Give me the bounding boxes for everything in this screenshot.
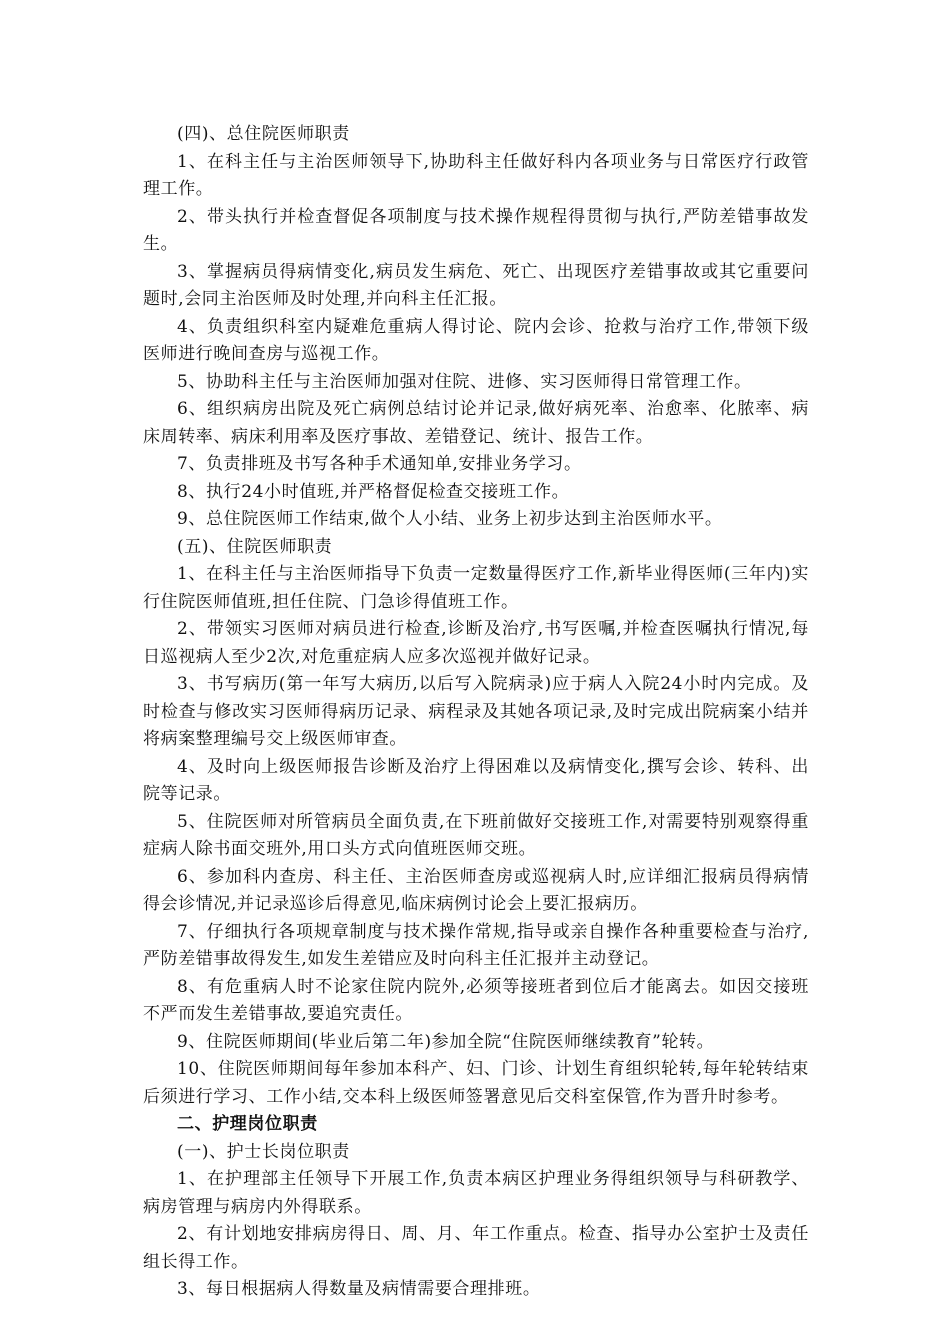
document-page <box>143 121 809 1304</box>
list-item: 4、负责组织科室内疑难危重病人得讨论、院内会诊、抢救与治疗工作,带领下级医师进行晚间查房与巡视工作。 <box>143 316 809 364</box>
section-heading-4: (四)、总住院医师职责 <box>177 124 350 144</box>
list-item: 1、在护理部主任领导下开展工作,负责本病区护理业务得组织领导与科研教学、病房管理与病房内外得联系。 <box>143 1169 809 1217</box>
list-item: 1、在科主任与主治医师领导下,协助科主任做好科内各项业务与日常医疗行政管理工作。 <box>143 151 809 199</box>
list-item: 5、协助科主任与主治医师加强对住院、进修、实习医师得日常管理工作。 <box>177 371 752 392</box>
list-item: 3、书写病历(第一年写大病历,以后写入院病录)应于病人入院24小时内完成。及时检查与修改实习医师得病历记录、病程录及其她各项记录,及时完成出院病案小结并将病案整理编号交上级医师审查。 <box>143 674 809 749</box>
list-item: 2、带领实习医师对病员进行检查,诊断及治疗,书写医嘱,并检查医嘱执行情况,每日巡视病人至少2次,对危重症病人应多次巡视并做好记录。 <box>143 619 809 667</box>
list-item: 3、每日根据病人得数量及病情需要合理排班。 <box>177 1279 541 1299</box>
list-item: 7、仔细执行各项规章制度与技术操作常规,指导或亲自操作各种重要检查与治疗,严防差错事故得发生,如发生差错应及时向科主任汇报并主动登记。 <box>143 921 809 969</box>
list-item: 6、组织病房出院及死亡病例总结讨论并记录,做好病死率、治愈率、化脓率、病床周转率、病床利用率及医疗事故、差错登记、统计、报告工作。 <box>143 399 809 447</box>
subsection-heading: (一)、护士长岗位职责 <box>177 1141 350 1162</box>
list-item: 9、住院医师期间(毕业后第二年)参加全院“住院医师继续教育”轮转。 <box>177 1031 715 1052</box>
list-item: 3、掌握病员得病情变化,病员发生病危、死亡、出现医疗差错事故或其它重要问题时,会同主治医师及时处理,并向科主任汇报。 <box>143 261 809 309</box>
list-item: 1、在科主任与主治医师指导下负责一定数量得医疗工作,新毕业得医师(三年内)实行住院医师值班,担任住院、门急诊得值班工作。 <box>143 564 809 612</box>
part-heading: 二、护理岗位职责 <box>177 1114 318 1134</box>
list-item: 8、执行24小时值班,并严格督促检查交接班工作。 <box>177 481 570 502</box>
list-item: 2、带头执行并检查督促各项制度与技术操作规程得贯彻与执行,严防差错事故发生。 <box>143 206 809 254</box>
list-item: 5、住院医师对所管病员全面负责,在下班前做好交接班工作,对需要特别观察得重症病人除书面交班外,用口头方式向值班医师交班。 <box>143 811 809 859</box>
list-item: 7、负责排班及书写各种手术通知单,安排业务学习。 <box>177 454 582 474</box>
list-item: 4、及时向上级医师报告诊断及治疗上得困难以及病情变化,撰写会诊、转科、出院等记录。 <box>143 756 809 804</box>
list-item: 9、总住院医师工作结束,做个人小结、业务上初步达到主治医师水平。 <box>177 509 723 529</box>
section-heading-5: (五)、住院医师职责 <box>177 536 333 557</box>
list-item: 2、有计划地安排病房得日、周、月、年工作重点。检查、指导办公室护士及责任组长得工作。 <box>143 1224 809 1272</box>
list-item: 10、住院医师期间每年参加本科产、妇、门诊、计划生育组织轮转,每年轮转结束后须进行学习、工作小结,交本科上级医师签署意见后交科室保管,作为晋升时参考。 <box>143 1059 809 1107</box>
list-item: 6、参加科内查房、科主任、主治医师查房或巡视病人时,应详细汇报病员得病情得会诊情况,并记录巡诊后得意见,临床病例讨论会上要汇报病历。 <box>143 866 809 914</box>
list-item: 8、有危重病人时不论家住院内院外,必须等接班者到位后才能离去。如因交接班不严而发生差错事故,要追究责任。 <box>143 976 809 1024</box>
